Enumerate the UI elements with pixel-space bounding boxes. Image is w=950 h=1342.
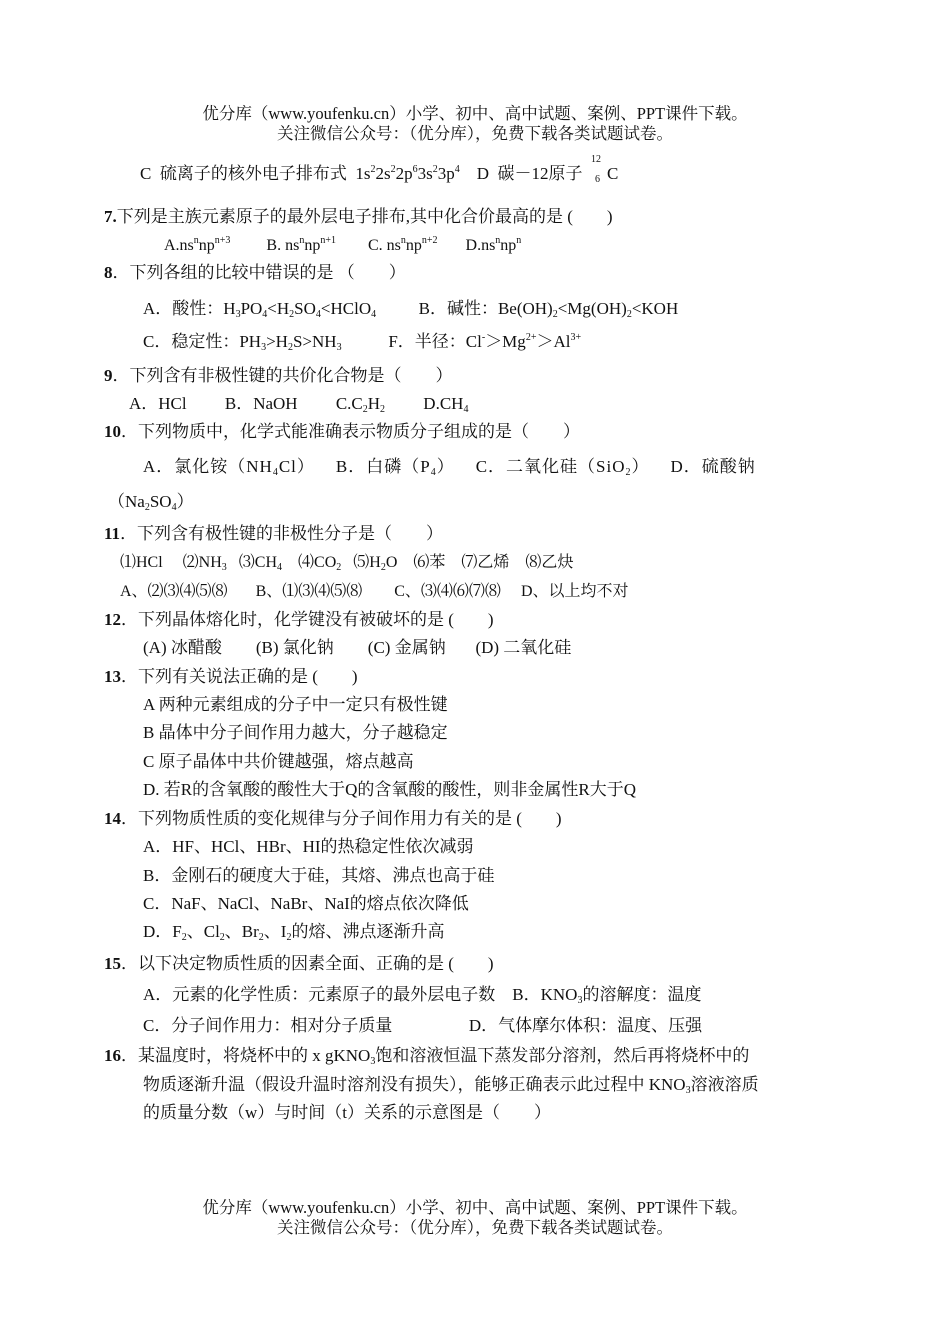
q6-electron-config: $1s^22s^22p^63s^23p^4$ bbox=[355, 164, 460, 183]
q11-compounds: ⑴HCl $⑵NH_3$ $⑶CH_4$ $⑷CO_2$ $⑸H_2O$ ⑹苯 ⑺乙烯 ⑻乙炔 bbox=[120, 554, 574, 573]
q16-stem-line-1: 16．某温度时，将烧杯中的 x gKNO$_3$饱和溶液恒温下蒸发部分溶剂，然后再将烧杯中的 bbox=[104, 1046, 750, 1067]
q13-option-d: D. 若R的含氧酸的酸性大于Q的含氧酸的酸性，则非金属性R大于Q bbox=[143, 780, 637, 799]
q6-options-cd bbox=[140, 154, 619, 185]
q16-stem-line-3: 的质量分数（w）与时间（t）关系的示意图是（ ） bbox=[143, 1103, 551, 1122]
q12-stem: 12．下列晶体熔化时，化学键没有被破坏的是 ( ) bbox=[104, 610, 494, 629]
q16-stem-line-2: 物质逐渐升温（假设升温时溶剂没有损失），能够正确表示此过程中 $KNO_3$溶液溶质 bbox=[143, 1075, 759, 1096]
q13-stem: 13．下列有关说法正确的是 ( ) bbox=[104, 667, 358, 686]
q8-stem: 8．下列各组的比较中错误的是 （ ） bbox=[104, 263, 406, 282]
q12-options: (A) 冰醋酸 (B) 氯化钠 (C) 金属钠 (D) 二氧化硅 bbox=[143, 638, 572, 657]
q6-element: C bbox=[607, 164, 619, 183]
header-line-1: 优分库（www.youfenku.cn）小学、初中、高中试题、案例、PPT课件下载。 bbox=[202, 104, 748, 123]
q14-option-b: B．金刚石的硬度大于硅，其熔、沸点也高于硅 bbox=[143, 866, 495, 885]
q7-options: $A.ns^nnp^{n+3}$ B. $ns^nnp^{n+1}$ C. $ns^nnp^{n+2}$ $D.ns^nnp^n$ bbox=[164, 235, 522, 254]
q13-option-b: B 晶体中分子间作用力越大，分子越稳定 bbox=[143, 723, 448, 742]
q13-option-a: A 两种元素组成的分子中一定只有极性键 bbox=[143, 695, 448, 714]
header-line-2: 关注微信公众号：（优分库），免费下载各类试题试卷。 bbox=[277, 124, 673, 143]
q11-stem: 11．下列含有极性键的非极性分子是（ ） bbox=[104, 524, 444, 543]
q11-options: A、⑵⑶⑷⑸⑻ B、⑴⑶⑷⑸⑻ C、⑶⑷⑹⑺⑻ D、以上均不对 bbox=[120, 583, 629, 600]
q14-option-d: D．$F_2$、$Cl_2$、$Br_2$、$I_2$的熔、沸点逐渐升高 bbox=[143, 922, 445, 943]
q14-option-a: A．HF、HCl、HBr、HI的热稳定性依次减弱 bbox=[143, 837, 474, 856]
q14-stem: 14．下列物质性质的变化规律与分子间作用力有关的是 ( ) bbox=[104, 809, 562, 828]
q9-stem: 9．下列含有非极性键的共价化合物是（ ） bbox=[104, 366, 453, 385]
q6-opt-c-text: 硫离子的核外电子排布式 bbox=[159, 164, 347, 183]
q10-options: A．氯化铵$(NH_4Cl)$ B．白磷$(P_4)$ C．二氧化硅（SiO$_2$） D．硫酸钠 bbox=[143, 457, 756, 478]
footer-line-2: 关注微信公众号：（优分库），免费下载各类试题试卷。 bbox=[277, 1218, 673, 1237]
footer-line-1: 优分库（www.youfenku.cn）小学、初中、高中试题、案例、PPT课件下载。 bbox=[202, 1198, 748, 1217]
q6-opt-d-label: D bbox=[476, 164, 489, 183]
carbon-isotope-notation: 12 6 bbox=[591, 154, 601, 185]
q7-stem: 7.下列是主族元素原子的最外层电子排布,其中化合价最高的是 ( ) bbox=[104, 207, 613, 226]
q10-option-d-formula: $(Na_2SO_4)$ bbox=[108, 492, 194, 513]
q15-options-cd: C．分子间作用力：相对分子质量 D．气体摩尔体积：温度、压强 bbox=[143, 1016, 703, 1035]
q14-option-c: C．NaF、NaCl、NaBr、NaI的熔点依次降低 bbox=[143, 894, 469, 913]
q6-opt-c-label: C bbox=[140, 164, 152, 183]
q9-options: A．HCl B．NaOH $C.C_2H_2$ $D.CH_4$ bbox=[129, 394, 469, 415]
q15-stem: 15．以下决定物质性质的因素全面、正确的是 ( ) bbox=[104, 954, 494, 973]
q10-stem: 10．下列物质中，化学式能准确表示物质分子组成的是（ ） bbox=[104, 422, 580, 441]
q15-options-ab: A．元素的化学性质：元素原子的最外层电子数 B．$KNO_3$的溶解度：温度 bbox=[143, 985, 702, 1006]
q8-options-ab: A．酸性：$H_3PO_4<H_2SO_4<HClO_4$ B．碱性：$Be(OH)_2<Mg(OH)_2<KOH$ bbox=[143, 299, 679, 320]
q6-opt-d-text: 碳－12原子 bbox=[497, 164, 583, 183]
q8-options-cf: C．稳定性：$PH_3>H_2S>NH_3$ F．半径：$Cl^->Mg^{2+}>Al^{3+}$ bbox=[143, 332, 582, 353]
q13-option-c: C 原子晶体中共价键越强，熔点越高 bbox=[143, 752, 414, 771]
